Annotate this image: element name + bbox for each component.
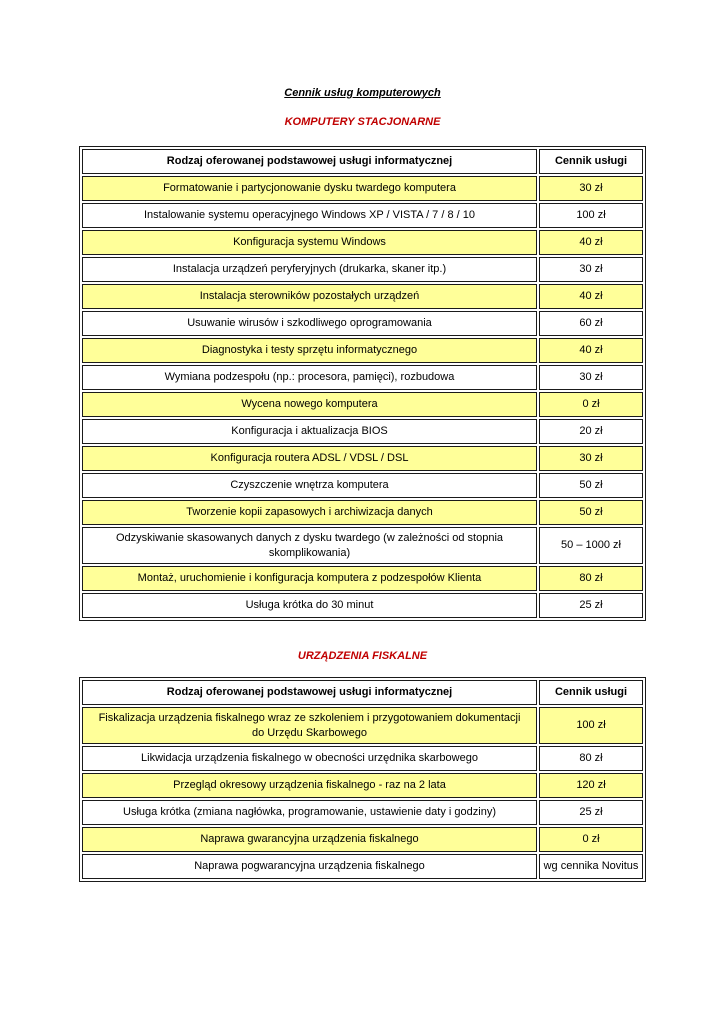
service-price-cell: 100 zł [539,203,643,228]
service-name-cell: Tworzenie kopii zapasowych i archiwizacja danych [82,500,537,525]
service-price-cell: 50 – 1000 zł [539,527,643,564]
table-row [82,284,643,309]
table-row [82,446,643,471]
service-price-cell: 40 zł [539,284,643,309]
table-row [82,827,643,852]
service-name-cell: Usuwanie wirusów i szkodliwego oprogramowania [82,311,537,336]
service-price-cell: 0 zł [539,827,643,852]
service-price-cell: 30 zł [539,446,643,471]
table-row [82,419,643,444]
table-row [82,707,643,744]
table-row [82,473,643,498]
table-row [82,746,643,771]
service-price-cell: 30 zł [539,257,643,282]
service-price-cell: 120 zł [539,773,643,798]
header-service-column: Rodzaj oferowanej podstawowej usługi informatycznej [82,680,537,705]
table-row [82,773,643,798]
service-name-cell: Odzyskiwanie skasowanych danych z dysku twardego (w zależności od stopnia skomplikowania) [82,527,537,564]
header-service-column: Rodzaj oferowanej podstawowej usługi informatycznej [82,149,537,174]
service-name-cell: Formatowanie i partycjonowanie dysku twardego komputera [82,176,537,201]
service-price-cell: 30 zł [539,176,643,201]
service-price-cell: 0 zł [539,392,643,417]
service-name-cell: Instalacja sterowników pozostałych urządzeń [82,284,537,309]
table-row [82,392,643,417]
service-price-cell: 80 zł [539,566,643,591]
service-name-cell: Czyszczenie wnętrza komputera [82,473,537,498]
service-price-cell: 40 zł [539,338,643,363]
table-row [82,566,643,591]
service-name-cell: Wycena nowego komputera [82,392,537,417]
service-name-cell: Konfiguracja routera ADSL / VDSL / DSL [82,446,537,471]
table-row [82,593,643,618]
table-row [82,854,643,879]
page-title: Cennik usług komputerowych [284,87,441,99]
table-row [82,500,643,525]
service-price-cell: 30 zł [539,365,643,390]
service-name-cell: Przegląd okresowy urządzenia fiskalnego - raz na 2 lata [82,773,537,798]
service-price-cell: wg cennika Novitus [539,854,643,879]
price-table-fiscal-devices [79,677,646,882]
table-row [82,230,643,255]
service-name-cell: Usługa krótka do 30 minut [82,593,537,618]
service-name-cell: Montaż, uruchomienie i konfiguracja komputera z podzespołów Klienta [82,566,537,591]
service-price-cell: 25 zł [539,800,643,825]
service-name-cell: Instalacja urządzeń peryferyjnych (drukarka, skaner itp.) [82,257,537,282]
service-price-cell: 25 zł [539,593,643,618]
header-price-column: Cennik usługi [539,680,643,705]
table-header-row [82,680,643,705]
service-name-cell: Wymiana podzespołu (np.: procesora, pamięci), rozbudowa [82,365,537,390]
service-name-cell: Instalowanie systemu operacyjnego Windows XP / VISTA / 7 / 8 / 10 [82,203,537,228]
service-price-cell: 100 zł [539,707,643,744]
service-price-cell: 50 zł [539,473,643,498]
service-name-cell: Fiskalizacja urządzenia fiskalnego wraz ze szkoleniem i przygotowaniem dokumentacji do Urzędu Skarbowego [82,707,537,744]
service-price-cell: 40 zł [539,230,643,255]
service-price-cell: 80 zł [539,746,643,771]
service-name-cell: Konfiguracja systemu Windows [82,230,537,255]
table-header-row [82,149,643,174]
service-name-cell: Naprawa gwarancyjna urządzenia fiskalnego [82,827,537,852]
table-row [82,527,643,564]
table-row [82,338,643,363]
table-row [82,365,643,390]
table-row [82,176,643,201]
service-name-cell: Konfiguracja i aktualizacja BIOS [82,419,537,444]
table-row [82,203,643,228]
section-heading-computers: KOMPUTERY STACJONARNE [284,116,441,128]
service-name-cell: Likwidacja urządzenia fiskalnego w obecności urzędnika skarbowego [82,746,537,771]
table-row [82,311,643,336]
table-row [82,800,643,825]
table-row [82,257,643,282]
price-table-computers [79,146,646,621]
service-price-cell: 50 zł [539,500,643,525]
service-name-cell: Naprawa pogwarancyjna urządzenia fiskalnego [82,854,537,879]
header-price-column: Cennik usługi [539,149,643,174]
service-price-cell: 20 zł [539,419,643,444]
service-name-cell: Usługa krótka (zmiana nagłówka, programowanie, ustawienie daty i godziny) [82,800,537,825]
section-heading-fiscal-devices: URZĄDZENIA FISKALNE [297,650,428,662]
service-price-cell: 60 zł [539,311,643,336]
service-name-cell: Diagnostyka i testy sprzętu informatycznego [82,338,537,363]
